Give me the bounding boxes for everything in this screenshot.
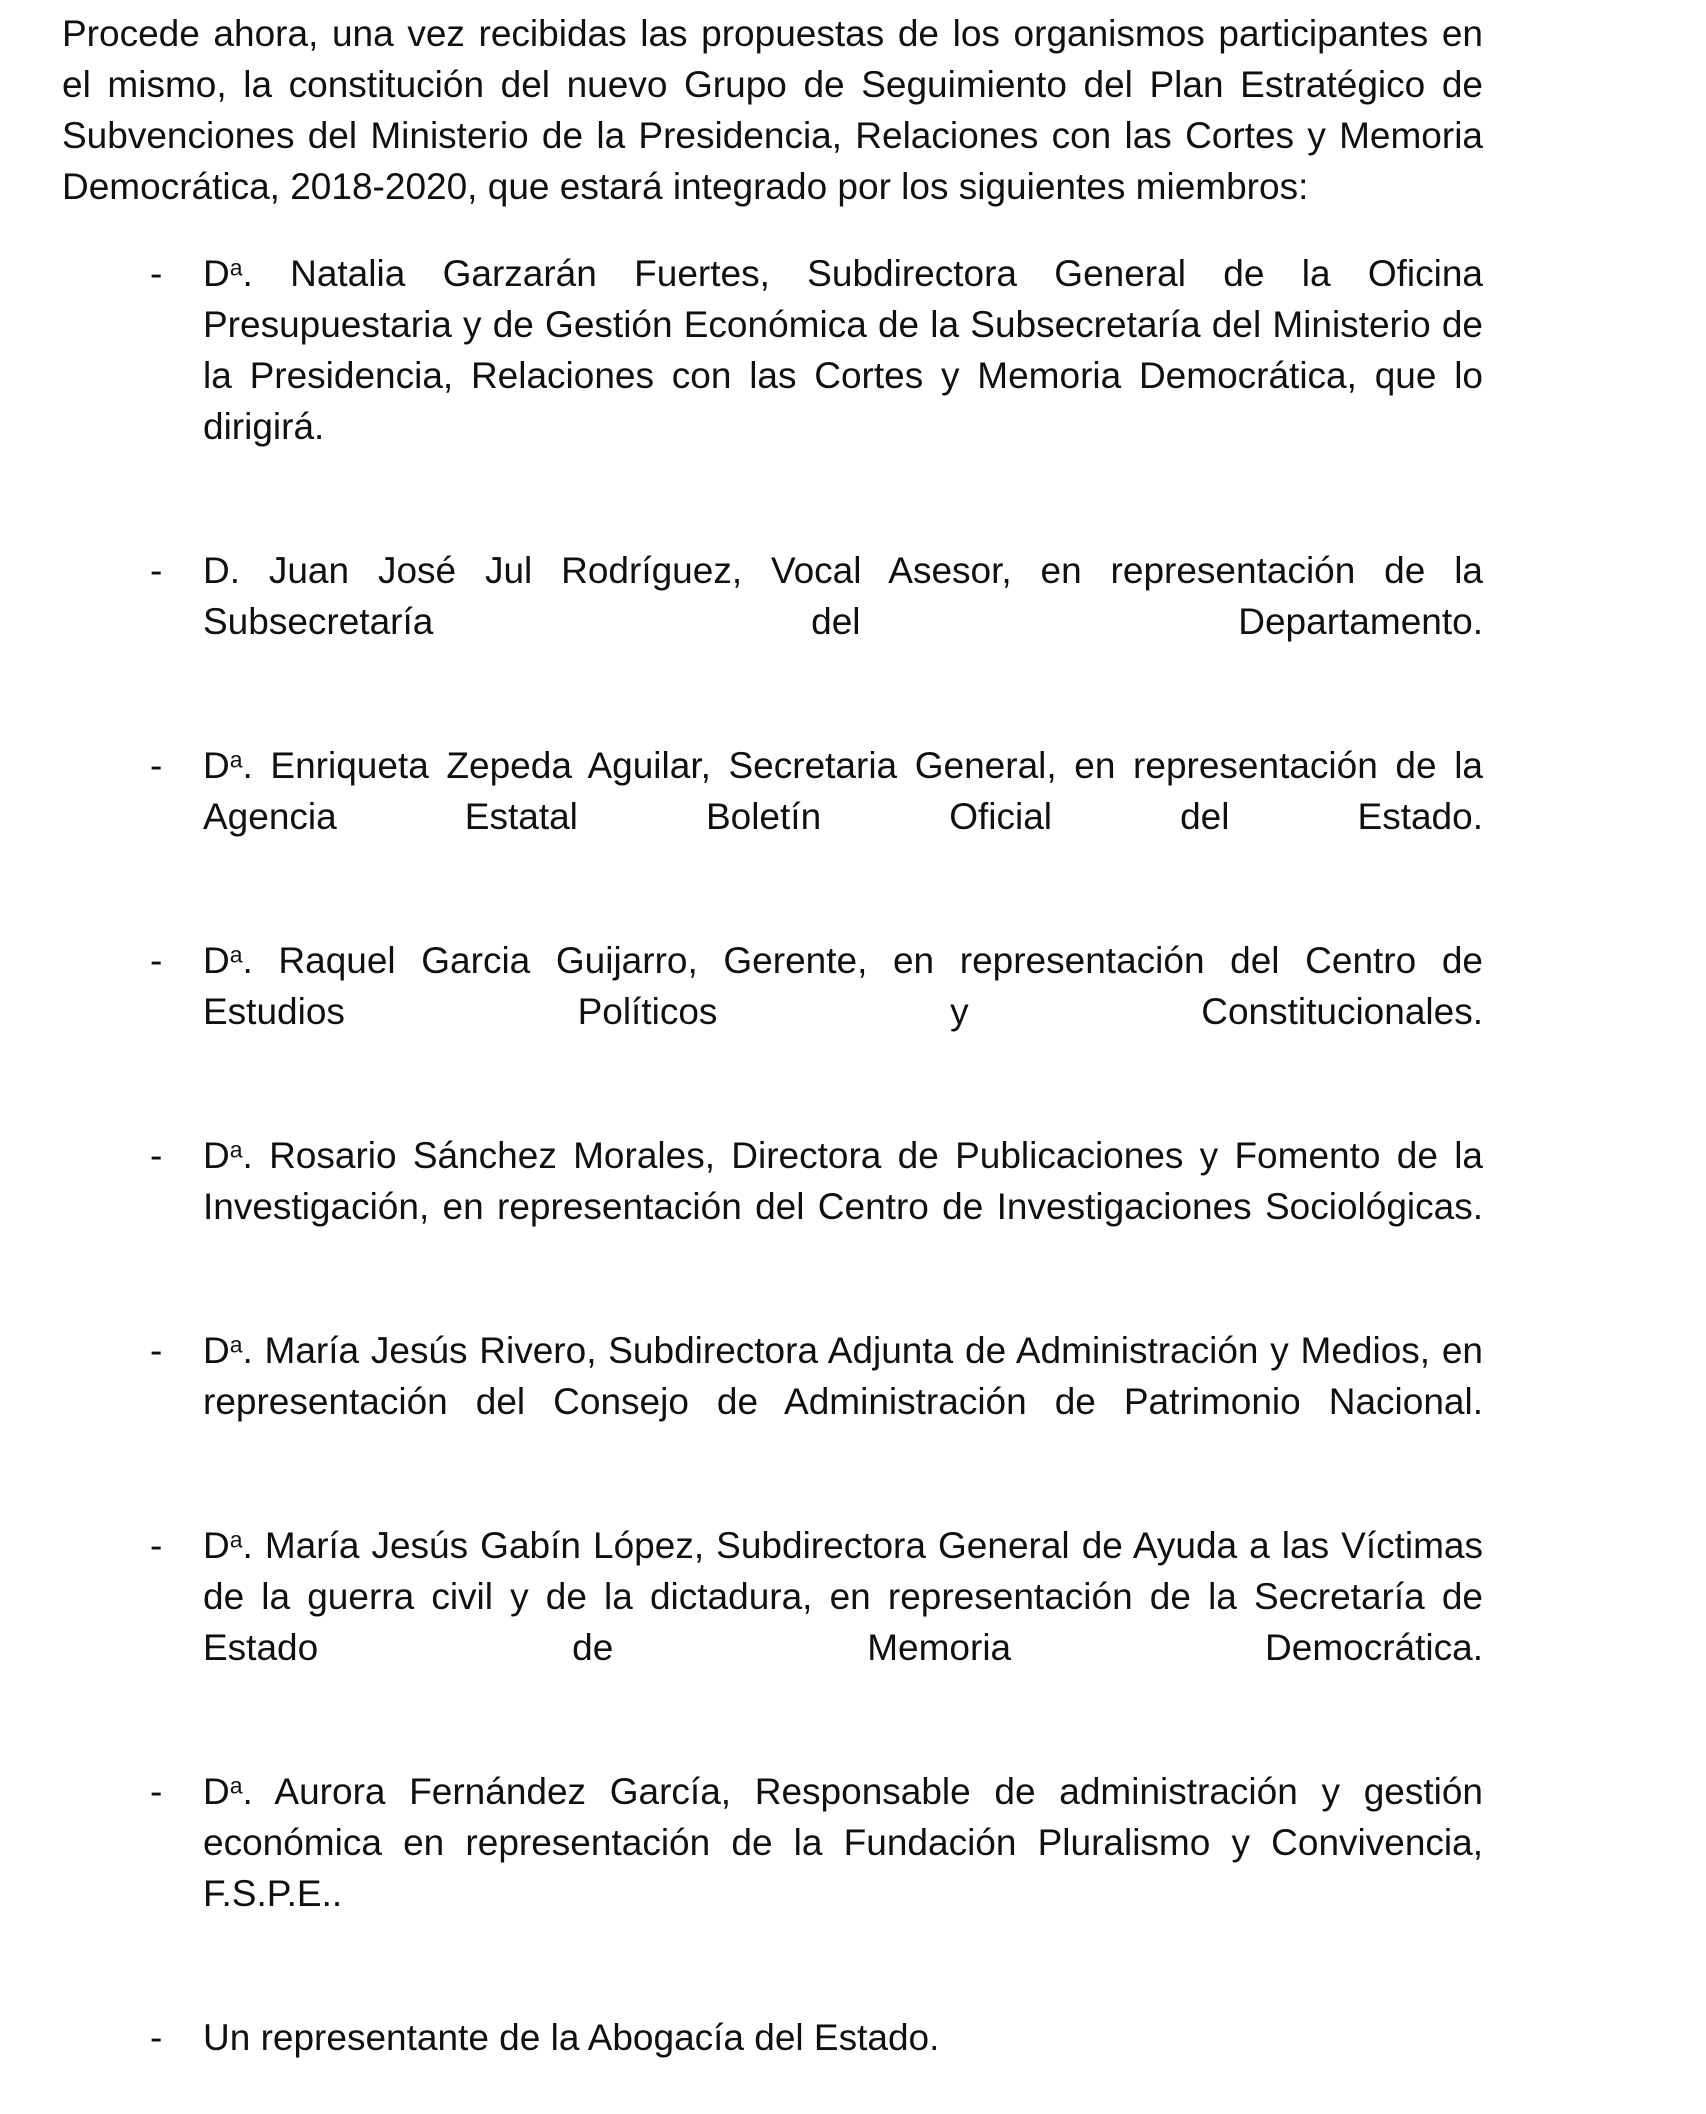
list-item [62,1766,1483,1970]
list-bullet-dash: - [150,940,163,981]
list-bullet-dash: - [150,1330,163,1371]
list-bullet-dash: - [150,253,163,294]
list-bullet-dash: - [150,1771,163,1812]
list-bullet-dash: - [150,550,163,591]
members-list [62,248,1483,2114]
list-bullet-dash: - [150,745,163,786]
list-item [62,545,1483,698]
list-item [62,935,1483,1088]
list-bullet-dash: - [150,1525,163,1566]
document-body [62,8,1483,2114]
list-item-text: Un representante de la Abogacía del Estado. [203,2017,940,2058]
list-item [62,740,1483,893]
list-bullet-dash: - [150,2017,163,2058]
list-item-text: $D^a$. Natalia Garzarán Fuertes, Subdirectora General de la Oficina Presupuestaria y de Gestión Económica de la Subsecretaría del Ministerio de la Presidencia, Relaciones con las Cortes y Memoria Democrática, que lo dirigirá. [203,253,1483,447]
list-item [62,2012,1483,2114]
list-item-text: D. Juan José Jul Rodríguez, Vocal Asesor, en representación de la Subsecretaría del Departamento. [203,550,1483,642]
list-item-text: $D^a$. Aurora Fernández García, Responsable de administración y gestión económica en representación de la Fundación Pluralismo y Convivencia, F.S.P.E.. [203,1771,1483,1914]
intro-paragraph: Procede ahora, una vez recibidas las propuestas de los organismos participantes en el mismo, la constitución del nuevo Grupo de Seguimiento del Plan Estratégico de Subvenciones del Ministerio de la Presidencia, Relaciones con las Cortes y Memoria Democrática, 2018-2020, que estará integrado por los siguientes miembros: [62,13,1483,207]
list-item-text: $D^a$. Rosario Sánchez Morales, Directora de Publicaciones y Fomento de la Investigación, en representación del Centro de Investigaciones Sociológicas. [203,1135,1483,1227]
list-item-text: $D^a$. Raquel Garcia Guijarro, Gerente, en representación del Centro de Estudios Políticos y Constitucionales. [203,940,1483,1032]
list-item [62,1520,1483,1724]
list-item [62,1325,1483,1478]
list-bullet-dash: - [150,1135,163,1176]
list-item [62,1130,1483,1283]
list-item-text: $D^a$. María Jesús Rivero, Subdirectora Adjunta de Administración y Medios, en representación del Consejo de Administración de Patrimonio Nacional. [203,1330,1483,1422]
list-item [62,248,1483,503]
list-item-text: $D^a$. Enriqueta Zepeda Aguilar, Secretaria General, en representación de la Agencia Estatal Boletín Oficial del Estado. [203,745,1483,837]
list-item-text: $D^a$. María Jesús Gabín López, Subdirectora General de Ayuda a las Víctimas de la guerra civil y de la dictadura, en representación de la Secretaría de Estado de Memoria Democrática. [203,1525,1483,1668]
